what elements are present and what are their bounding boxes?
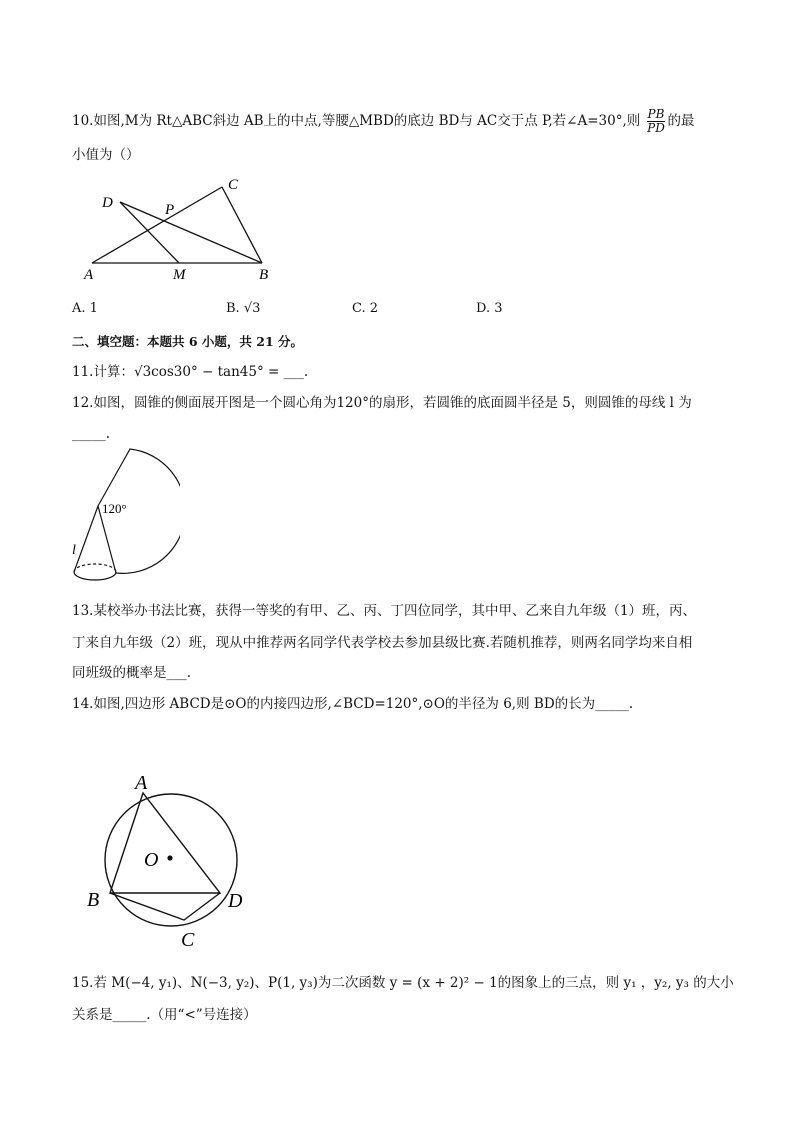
q14-label-o: O (144, 849, 159, 871)
q10-frac-den: PD (647, 121, 665, 135)
q14-segments-bcd (110, 893, 220, 920)
q14-triangle-abd (110, 793, 220, 893)
q14-text: 14.如图,四边形 ABCD是⊙O的内接四边形,∠BCD=120°,⊙O的半径为 6,则 BD的长为_____. (72, 696, 634, 712)
q10-label-a: A (84, 267, 94, 283)
q12-l-label: l (72, 543, 76, 558)
q11-text: 11.计算：√3cos30° − tan45° = ___. (72, 364, 309, 380)
q13-line1: 13.某校举办书法比赛，获得一等奖的有甲、乙、丙、丁四位同学，其中甲、乙来自九年级（1）班，丙、 (72, 603, 697, 619)
q10-option-b (226, 301, 260, 316)
q10-option-c: C. 2 (352, 301, 379, 316)
q12-line2: _____. (72, 426, 111, 442)
q10-segment-cb (222, 187, 262, 263)
q12-angle-label: 120° (102, 501, 127, 516)
q13-line3: 同班级的概率是___. (72, 665, 192, 681)
q14-label-d: D (228, 890, 243, 912)
q10-segment-db (120, 202, 262, 263)
q10-label-m: M (173, 267, 186, 283)
q15-line2: 关系是_____.（用“<”号连接） (72, 1007, 257, 1023)
q10-line2: 小值为（） (72, 147, 140, 163)
q14-label-a: A (135, 772, 148, 794)
q12-cone-base-back (74, 564, 116, 572)
q10-label-c: C (228, 177, 239, 193)
q15-line1: 15.若 M(−4, y₁)、N(−3, y₂)、P(1, y₃)为二次函数 y = (x + 2)² − 1的图象上的三点，则 y₁ ，y₂, y₃ 的大小 (72, 975, 734, 991)
q10-option-b-prefix: B. (226, 301, 244, 316)
q10-figure (80, 172, 280, 284)
q14-label-b: B (87, 889, 100, 911)
q12-line1: 12.如图，圆锥的侧面展开图是一个圆心角为120°的扇形，若圆锥的底面圆半径是 5，则圆锥的母线 l 为 (72, 395, 692, 411)
q10-stem: M为 Rt△ABC斜边 AB上的中点,等腰△MBD的底边 BD与 AC交于点 P,若∠A=30°,则 (124, 113, 641, 129)
q10-stem-end: 的最 (667, 113, 695, 129)
q10-label-p: P (165, 202, 175, 218)
q10-label-b: B (259, 267, 269, 283)
q10-label-d: D (102, 195, 113, 211)
q10-option-a: A. 1 (72, 301, 98, 316)
q14-figure (80, 766, 250, 952)
q14-center-dot (167, 855, 172, 860)
q10-option-d: D. 3 (476, 301, 503, 316)
q12-figure (60, 448, 180, 590)
q14-label-c: C (181, 929, 195, 951)
q12-cone-base-front (74, 572, 116, 580)
section2-title: 二、填空题：本题共 6 小题，共 21 分。 (72, 334, 304, 349)
q13-line2: 丁来自九年级（2）班，现从中推荐两名同学代表学校去参加县级比赛.若随机推荐，则两名同学均来自相 (72, 635, 693, 651)
q12-cone-left-edge (74, 506, 98, 572)
q10-number: 10.如图, (72, 113, 125, 129)
q10-fraction (647, 108, 666, 135)
q10-frac-num: PB (647, 107, 665, 121)
q10-line1 (72, 108, 694, 135)
q10-option-b-sqrt: √3 (243, 301, 261, 316)
